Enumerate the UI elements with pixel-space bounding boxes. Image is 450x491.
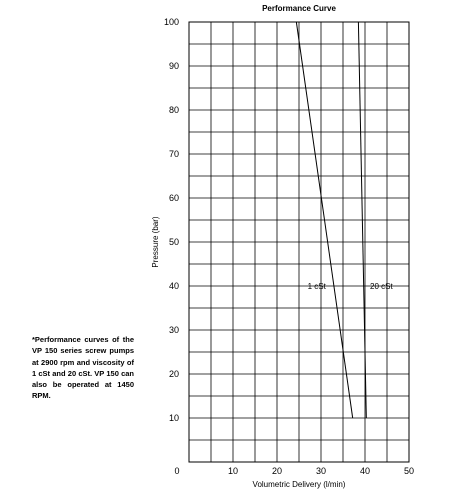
chart-title: Performance Curve [262,4,336,13]
y-tick-label: 20 [168,369,179,379]
y-tick-label: 70 [168,149,179,159]
y-tick-label: 40 [168,281,179,291]
x-tick-label: 10 [227,466,239,476]
y-tick-label: 10 [168,413,179,423]
y-tick-label: 50 [168,237,179,247]
series-label: 1 cSt [307,282,326,291]
x-tick-label: 20 [271,466,283,476]
series-labels [308,282,394,291]
x-tick-label: 0 [174,466,180,476]
y-tick-label: 90 [168,61,179,71]
performance-note: *Performance curves of the VP 150 series screw pumps at 2900 rpm and viscosity of 1 cSt and 20 cSt. VP 150 can also be operated at 1450 RPM. [32,335,134,401]
y-tick-label: 30 [168,325,179,335]
series-label: 20 cSt [370,282,393,291]
x-tick-label: 40 [359,466,371,476]
y-tick-labels [164,17,179,423]
y-tick-label: 100 [163,17,179,27]
y-tick-label: 60 [168,193,179,203]
y-tick-label: 80 [168,105,179,115]
y-axis-title: Pressure (bar) [151,216,160,268]
x-axis-title: Volumetric Delivery (l/min) [252,480,346,489]
x-tick-label: 50 [403,466,415,476]
x-tick-labels [174,466,414,476]
x-tick-label: 30 [315,466,327,476]
